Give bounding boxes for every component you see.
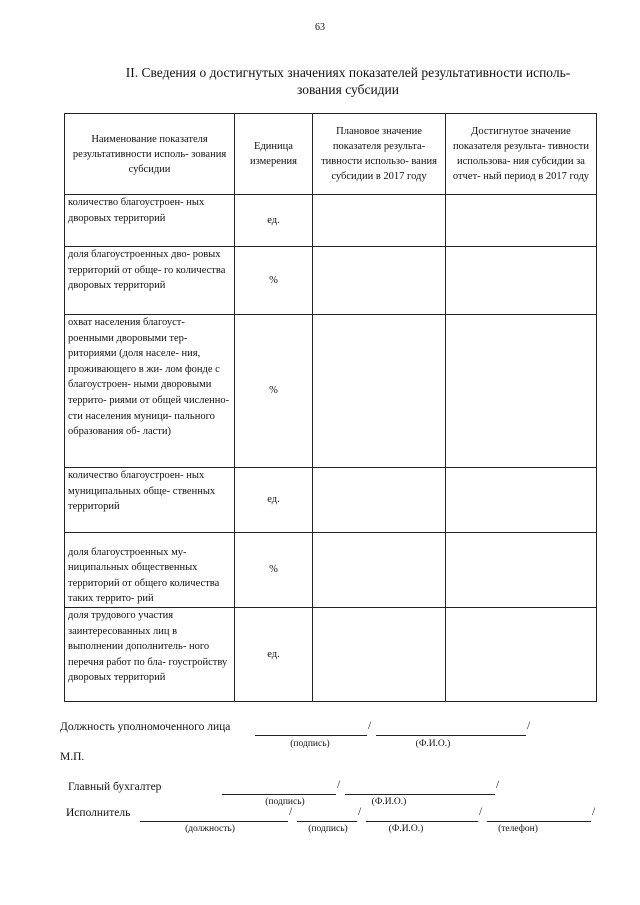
phone-caption: (телефон) — [498, 824, 538, 834]
name-caption: (Ф.И.О.) — [415, 739, 451, 749]
signature-caption: (подпись) — [308, 824, 348, 834]
unit-cell: ед. — [235, 195, 313, 247]
table-row — [65, 468, 597, 533]
unit-cell: % — [235, 533, 313, 608]
indicator-name-cell: охват населения благоуст- роенными дворовыми тер- риториями (доля населе- ния, проживающего в жи- лом фонде с благоустроен- ными дворовыми террито- риями от общей численно- сти населения муници- пального образования об- ласти) — [65, 315, 235, 468]
planned-value-cell — [313, 315, 446, 468]
header-achieved-value: Достигнутое значение показателя результа- тивности использова- ния субсидии за отчет- ный период в 2017 году — [446, 114, 597, 195]
unit-cell: % — [235, 247, 313, 315]
table-row — [65, 195, 597, 247]
planned-value-cell — [313, 247, 446, 315]
authorized-name-line — [376, 735, 526, 736]
executor-phone-line — [487, 821, 591, 822]
indicator-name-cell: доля благоустроенных му- ниципальных общественных территорий от общего количества таких террито- рий — [65, 533, 235, 608]
slash: / — [592, 806, 596, 818]
planned-value-cell — [313, 608, 446, 702]
header-unit: Единица измерения — [235, 114, 313, 195]
slash: / — [368, 720, 372, 732]
chief-accountant-label: Главный бухгалтер — [68, 781, 162, 793]
achieved-value-cell — [446, 468, 597, 533]
table-row — [65, 247, 597, 315]
signature-caption: (подпись) — [265, 797, 305, 807]
indicator-name-cell: количество благоустроен- ных дворовых территорий — [65, 195, 235, 247]
table-row — [65, 533, 597, 608]
slash: / — [337, 779, 341, 791]
executor-signature-line — [297, 821, 357, 822]
chief-accountant-name-line — [345, 794, 495, 795]
planned-value-cell — [313, 533, 446, 608]
slash: / — [527, 720, 531, 732]
indicator-name-cell: доля благоустроенных дво- ровых территорий от обще- го количества дворовых территорий — [65, 247, 235, 315]
name-caption: (Ф.И.О.) — [371, 797, 407, 807]
seal-label: М.П. — [60, 751, 85, 763]
table-row — [65, 608, 597, 702]
authorized-person-label: Должность уполномоченного лица — [60, 721, 231, 733]
authorized-signature-line — [255, 735, 367, 736]
page-number: 63 — [315, 22, 325, 33]
signature-caption: (подпись) — [290, 739, 330, 749]
unit-cell: ед. — [235, 468, 313, 533]
unit-cell: % — [235, 315, 313, 468]
slash: / — [358, 806, 362, 818]
slash: / — [289, 806, 293, 818]
executor-label: Исполнитель — [66, 807, 131, 819]
section-title-line2: зования субсидии — [296, 82, 399, 97]
name-caption: (Ф.И.О.) — [388, 824, 424, 834]
section-title — [88, 64, 608, 98]
achieved-value-cell — [446, 533, 597, 608]
indicator-name-cell: количество благоустроен- ных муниципальных обще- ственных территорий — [65, 468, 235, 533]
position-caption: (должность) — [185, 824, 235, 834]
achieved-value-cell — [446, 608, 597, 702]
achieved-value-cell — [446, 247, 597, 315]
slash: / — [479, 806, 483, 818]
header-indicator-name: Наименование показателя результативности исполь- зования субсидии — [65, 114, 235, 195]
indicator-name-cell: доля трудового участия заинтересованных лиц в выполнении дополнитель- ного перечня работ по бла- гоустройству дворовых территорий — [65, 608, 235, 702]
slash: / — [496, 779, 500, 791]
planned-value-cell — [313, 468, 446, 533]
header-planned-value: Плановое значение показателя результа- тивности использо- вания субсидии в 2017 году — [313, 114, 446, 195]
table-header-row — [65, 114, 597, 195]
planned-value-cell — [313, 195, 446, 247]
executor-name-line — [366, 821, 478, 822]
results-table — [64, 113, 597, 702]
executor-position-line — [140, 821, 288, 822]
achieved-value-cell — [446, 195, 597, 247]
achieved-value-cell — [446, 315, 597, 468]
chief-accountant-signature-line — [222, 794, 336, 795]
section-title-line1: II. Сведения о достигнутых значениях показателей результативности исполь- — [125, 65, 571, 80]
table-row — [65, 315, 597, 468]
unit-cell: ед. — [235, 608, 313, 702]
